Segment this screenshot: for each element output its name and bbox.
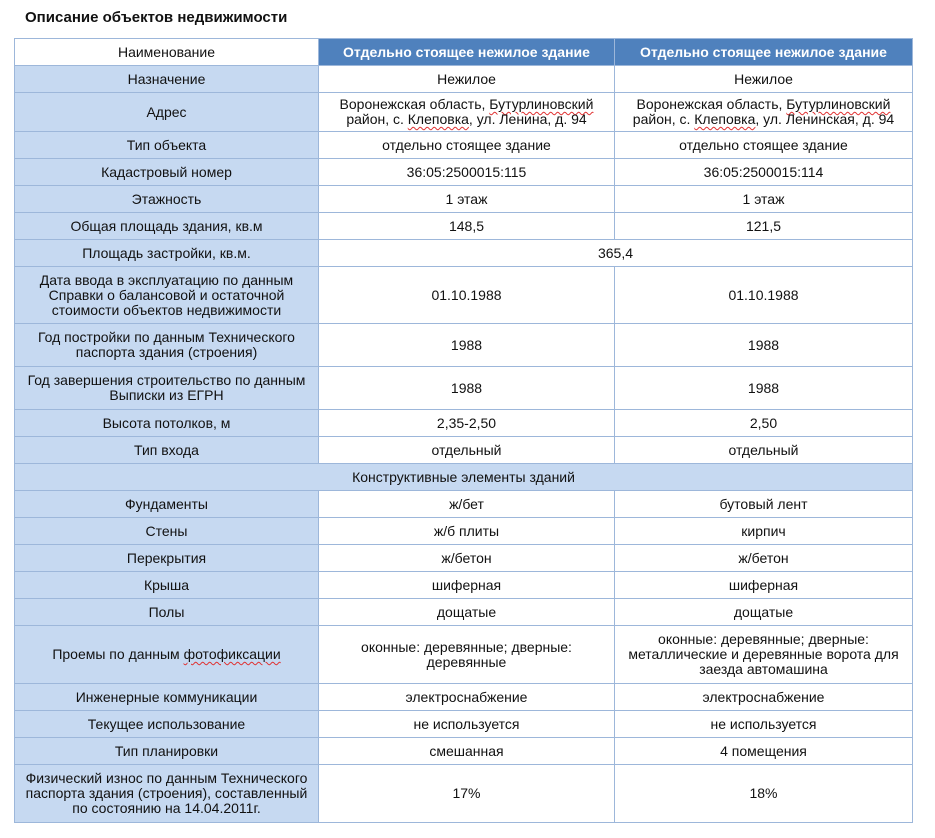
- row-label: Тип планировки: [15, 738, 319, 765]
- row-label: Этажность: [15, 186, 319, 213]
- row-value-1: дощатые: [319, 599, 615, 626]
- row-value-2: 01.10.1988: [615, 267, 913, 324]
- table-row: [15, 324, 913, 367]
- row-label: Полы: [15, 599, 319, 626]
- row-label-part: Проемы по данным: [52, 646, 184, 662]
- section-heading: Конструктивные элементы зданий: [15, 464, 913, 491]
- address-district: Бутурлиновский: [489, 96, 594, 112]
- row-label: Назначение: [15, 66, 319, 93]
- table-row: [15, 738, 913, 765]
- table-row: [15, 367, 913, 410]
- address-part: , ул. Ленинская, д. 94: [755, 111, 895, 127]
- row-value-1: 148,5: [319, 213, 615, 240]
- row-value-2: электроснабжение: [615, 684, 913, 711]
- row-value-2: отдельный: [615, 437, 913, 464]
- address-village: Клеповка: [407, 111, 469, 127]
- row-value-1: отдельно стоящее здание: [319, 132, 615, 159]
- row-value-2: ж/бетон: [615, 545, 913, 572]
- table-row: [15, 599, 913, 626]
- address-part: , ул. Ленина, д. 94: [468, 111, 587, 127]
- row-value-1: 2,35-2,50: [319, 410, 615, 437]
- row-value-1: ж/бет: [319, 491, 615, 518]
- row-label: Перекрытия: [15, 545, 319, 572]
- row-value-1: 17%: [319, 765, 615, 823]
- row-value-2: 1988: [615, 324, 913, 367]
- row-label: Тип входа: [15, 437, 319, 464]
- table-row: [15, 240, 913, 267]
- row-label: Инженерные коммуникации: [15, 684, 319, 711]
- row-label: Общая площадь здания, кв.м: [15, 213, 319, 240]
- row-label: Год постройки по данным Технического паспорта здания (строения): [15, 324, 319, 367]
- row-value-2: оконные: деревянные; дверные: металлические и деревянные ворота для заезда автомашина: [615, 626, 913, 684]
- row-label: Текущее использование: [15, 711, 319, 738]
- page-title: Описание объектов недвижимости: [25, 9, 288, 26]
- row-value-1: электроснабжение: [319, 684, 615, 711]
- section-row: [15, 464, 913, 491]
- table-row: [15, 186, 913, 213]
- row-value-2: шиферная: [615, 572, 913, 599]
- row-label: Физический износ по данным Технического паспорта здания (строения), составленный по состоянию на 14.04.2011г.: [15, 765, 319, 823]
- row-value-2: 18%: [615, 765, 913, 823]
- row-value-2: 1988: [615, 367, 913, 410]
- row-value-1: 1988: [319, 324, 615, 367]
- table-row: [15, 66, 913, 93]
- row-value-2: 4 помещения: [615, 738, 913, 765]
- row-value-1: шиферная: [319, 572, 615, 599]
- row-label: Крыша: [15, 572, 319, 599]
- row-value-1: ж/бетон: [319, 545, 615, 572]
- row-value-merged: 365,4: [319, 240, 913, 267]
- row-value-2: 36:05:2500015:114: [615, 159, 913, 186]
- property-description-table: [14, 38, 913, 823]
- row-label: Год завершения строительство по данным Выписки из ЕГРН: [15, 367, 319, 410]
- table-row: [15, 410, 913, 437]
- header-object-2: Отдельно стоящее нежилое здание: [615, 39, 913, 66]
- table-row: [15, 267, 913, 324]
- header-label-cell: Наименование: [15, 39, 319, 66]
- table-row: [15, 491, 913, 518]
- table-row: [15, 545, 913, 572]
- row-value-1: оконные: деревянные; дверные: деревянные: [319, 626, 615, 684]
- table-row-address: [15, 93, 913, 132]
- address-part: Воронежская область,: [636, 96, 787, 112]
- row-label: Тип объекта: [15, 132, 319, 159]
- row-value-1: 1988: [319, 367, 615, 410]
- row-label-spellcheck-word: фотофиксации: [183, 646, 281, 662]
- address-part: район, с.: [632, 111, 695, 127]
- table-row: [15, 213, 913, 240]
- address-part: район, с.: [346, 111, 408, 127]
- row-value-1: 36:05:2500015:115: [319, 159, 615, 186]
- row-value-2: 2,50: [615, 410, 913, 437]
- row-value-2: бутовый лент: [615, 491, 913, 518]
- row-value-1: не используется: [319, 711, 615, 738]
- row-value-1: смешанная: [319, 738, 615, 765]
- table-row: [15, 765, 913, 823]
- table-row: [15, 437, 913, 464]
- address-part: Воронежская область,: [339, 96, 490, 112]
- row-value-2: кирпич: [615, 518, 913, 545]
- table-header-row: [15, 39, 913, 66]
- address-district: Бутурлиновский: [786, 96, 891, 112]
- row-value-1: Нежилое: [319, 66, 615, 93]
- row-label: Адрес: [15, 93, 319, 132]
- row-value-2: дощатые: [615, 599, 913, 626]
- header-object-1: Отдельно стоящее нежилое здание: [319, 39, 615, 66]
- row-value-1: отдельный: [319, 437, 615, 464]
- row-value-1: 1 этаж: [319, 186, 615, 213]
- row-value-2: 121,5: [615, 213, 913, 240]
- table-row: [15, 684, 913, 711]
- address-value-2: [615, 93, 913, 132]
- row-value-2: Нежилое: [615, 66, 913, 93]
- table-row: [15, 518, 913, 545]
- row-label: Площадь застройки, кв.м.: [15, 240, 319, 267]
- row-label: [15, 626, 319, 684]
- row-value-1: 01.10.1988: [319, 267, 615, 324]
- table-row: [15, 626, 913, 684]
- row-label: Фундаменты: [15, 491, 319, 518]
- table-row: [15, 711, 913, 738]
- row-value-1: ж/б плиты: [319, 518, 615, 545]
- address-value-1: [319, 93, 615, 132]
- row-value-2: отдельно стоящее здание: [615, 132, 913, 159]
- row-label: Высота потолков, м: [15, 410, 319, 437]
- address-village: Клеповка: [694, 111, 756, 127]
- row-value-2: не используется: [615, 711, 913, 738]
- row-label: Стены: [15, 518, 319, 545]
- row-value-2: 1 этаж: [615, 186, 913, 213]
- table-row: [15, 572, 913, 599]
- row-label: Кадастровый номер: [15, 159, 319, 186]
- table-row: [15, 132, 913, 159]
- row-label: Дата ввода в эксплуатацию по данным Справки о балансовой и остаточной стоимости объектов недвижимости: [15, 267, 319, 324]
- table-row: [15, 159, 913, 186]
